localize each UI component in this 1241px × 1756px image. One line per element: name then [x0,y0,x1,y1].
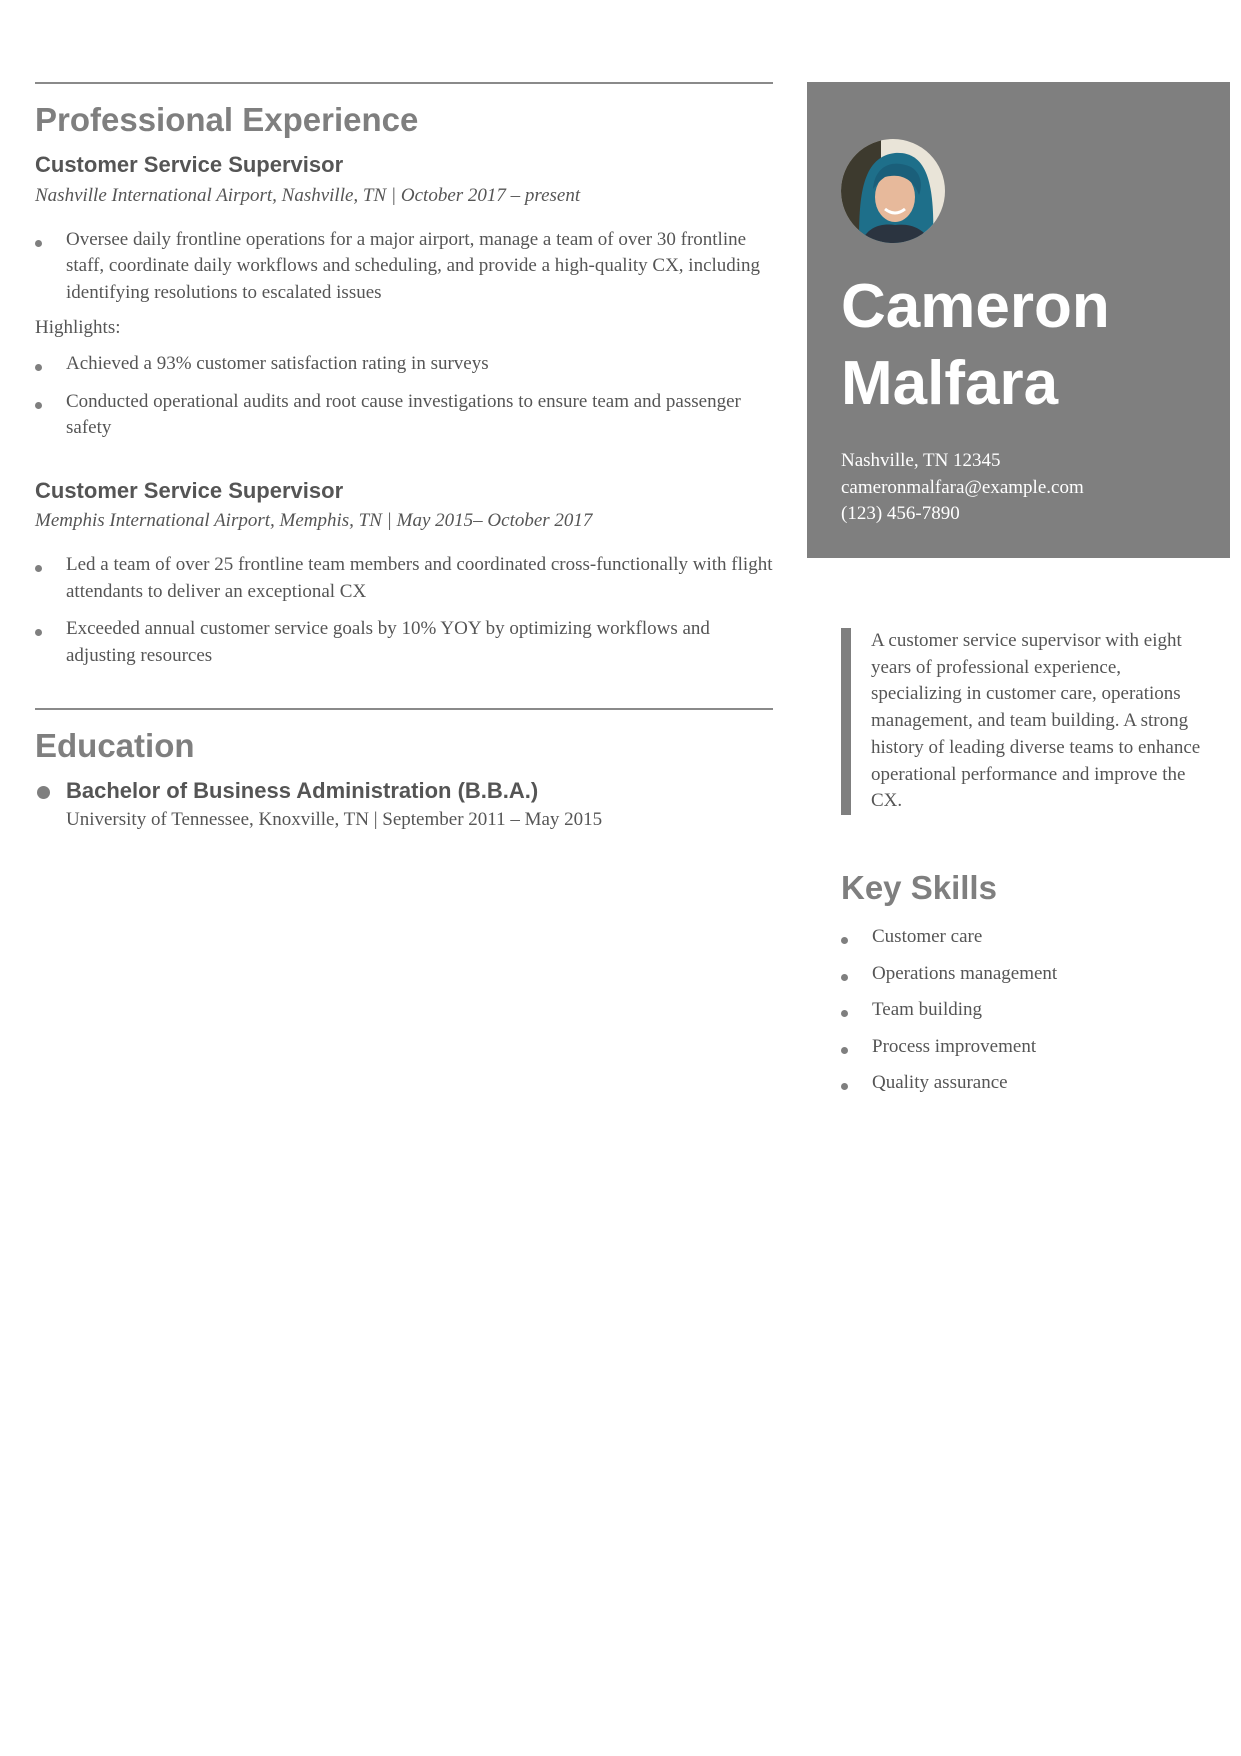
job-entry [35,152,773,441]
skill-item: Customer care [841,924,1221,951]
section-divider [35,82,773,84]
skills-list [841,924,1221,1097]
summary-block: A customer service supervisor with eight years of professional experience, specializing in customer care, operations management, and team building. A strong history of leading diverse teams to enhance operational performance and improve the CX. [841,628,1206,815]
experience-heading: Professional Experience [35,101,419,138]
education-meta: University of Tennessee, Knoxville, TN | September 2011 – May 2015 [66,808,603,830]
main-column [35,82,773,831]
job-meta: Nashville International Airport, Nashville, TN | October 2017 – present [35,184,581,206]
section-divider [35,708,773,710]
job-bullet: Exceeded annual customer service goals by 10% YOY by optimizing workflows and adjusting resources [35,616,773,669]
skills-heading: Key Skills [841,869,997,906]
degree-title: Bachelor of Business Administration (B.B.A.) [66,778,539,804]
first-name: Cameron [841,272,1110,341]
highlight-item: Achieved a 93% customer satisfaction rating in surveys [35,351,773,378]
highlights-list [35,351,773,442]
highlights-label: Highlights: [35,317,121,339]
job-bullet: Led a team of over 25 frontline team members and coordinated cross-functionally with flight attendants to deliver an exceptional CX [35,552,773,605]
skill-item: Team building [841,997,1221,1024]
profile-header [807,82,1230,558]
job-bullets [35,227,773,307]
contact-info [841,448,1084,528]
phone-text: (123) 456-7890 [841,503,960,524]
avatar-photo [841,139,945,243]
skill-item: Quality assurance [841,1070,1221,1097]
email-text: cameronmalfara@example.com [841,476,1084,498]
job-title: Customer Service Supervisor [35,477,344,503]
job-bullet: Oversee daily frontline operations for a major airport, manage a team of over 30 frontline staff, coordinate daily workflows and scheduling, and provide a high-quality CX, including identifying resolutions to escalated issues [35,227,773,307]
education-entry [35,778,773,830]
skills-section [841,870,1221,1107]
avatar [841,139,945,243]
job-title: Customer Service Supervisor [35,152,344,178]
skill-item: Process improvement [841,1034,1221,1061]
job-entry [35,478,773,669]
full-name [841,268,1110,422]
last-name: Malfara [841,349,1059,418]
location-text: Nashville, TN 12345 [841,450,1001,471]
highlight-item: Conducted operational audits and root cause investigations to ensure team and passenger safety [35,389,773,442]
skill-item: Operations management [841,961,1221,988]
education-heading: Education [35,727,195,765]
job-bullets [35,552,773,669]
job-meta: Memphis International Airport, Memphis, TN | May 2015– October 2017 [35,510,593,532]
